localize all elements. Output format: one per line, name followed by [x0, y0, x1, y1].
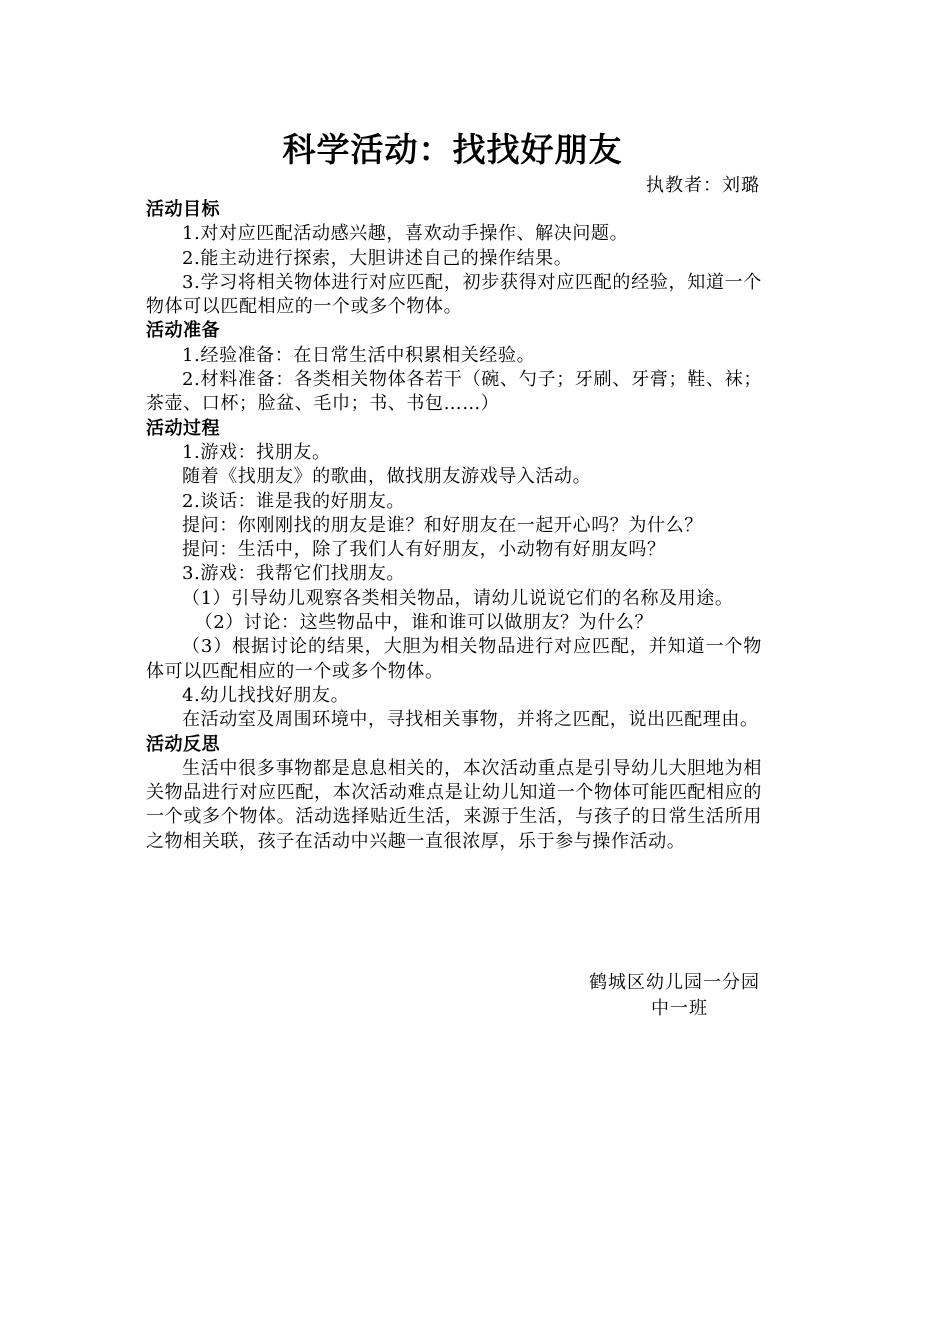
paragraph: 1.经验准备：在日常生活中积累相关经验。	[182, 344, 536, 366]
paragraph: 3.游戏：我帮它们找朋友。	[182, 563, 405, 585]
section-preparation	[146, 319, 762, 416]
paragraph: 4.幼儿找找好朋友。	[182, 684, 350, 706]
signature-block	[589, 970, 760, 1022]
signature-class: 中一班	[651, 998, 708, 1019]
section-process	[146, 417, 762, 733]
paragraph: 2.谈话：谁是我的好朋友。	[182, 490, 405, 512]
paragraph: 1.游戏：找朋友。	[182, 441, 331, 463]
paragraph: 3.学习将相关物体进行对应匹配，初步获得对应匹配的经验，知道一个物体可以匹配相应的一个或多个物体。	[146, 271, 762, 318]
paragraph: 随着《找朋友》的歌曲，做找朋友游戏导入活动。	[182, 466, 592, 488]
paragraph: 2.能主动进行探索，大胆讲述自己的操作结果。	[182, 247, 573, 269]
section-heading: 活动目标	[146, 199, 220, 220]
paragraph: 提问：生活中，除了我们人有好朋友，小动物有好朋友吗？	[182, 539, 666, 561]
paragraph: （1）引导幼儿观察各类相关物品，请幼儿说说它们的名称及用途。	[182, 587, 734, 609]
paragraph: 1.对对应匹配活动感兴趣，喜欢动手操作、解决问题。	[182, 223, 629, 245]
paragraph: 2.材料准备：各类相关物体各若干（碗、勺子；牙刷、牙膏；鞋、袜；茶壶、口杯；脸盆、毛巾；书、书包……）	[146, 369, 762, 415]
section-heading: 活动反思	[146, 733, 220, 755]
paragraph: 生活中很多事物都是息息相关的，本次活动重点是引导幼儿大胆地为相关物品进行对应匹配，本次活动难点是让幼儿知道一个物体可能匹配相应的一个或多个物体。活动选择贴近生活，来源于生活，与孩子的日常生活所用之物相关联，孩子在活动中兴趣一直很浓厚，乐于参与操作活动。	[146, 757, 762, 852]
signature-org: 鹤城区幼儿园一分园	[589, 972, 760, 993]
document-title: 科学活动：找找好朋友	[282, 130, 623, 169]
section-heading: 活动过程	[146, 417, 220, 439]
paragraph: 在活动室及周围环境中，寻找相关事物，并将之匹配，说出匹配理由。	[182, 709, 759, 731]
author-line: 执教者：刘璐	[646, 175, 760, 196]
section-goals	[146, 198, 762, 319]
paragraph: （2）讨论：这些物品中，谁和谁可以做朋友？为什么？	[194, 612, 654, 634]
section-heading: 活动准备	[146, 320, 220, 342]
document-body	[146, 198, 762, 854]
paragraph: （3）根据讨论的结果，大胆为相关物品进行对应匹配，并知道一个物体可以匹配相应的一个或多个物体。	[146, 636, 762, 682]
paragraph: 提问：你刚刚找的朋友是谁？和好朋友在一起开心吗？为什么？	[182, 514, 703, 536]
section-reflection	[146, 733, 762, 854]
